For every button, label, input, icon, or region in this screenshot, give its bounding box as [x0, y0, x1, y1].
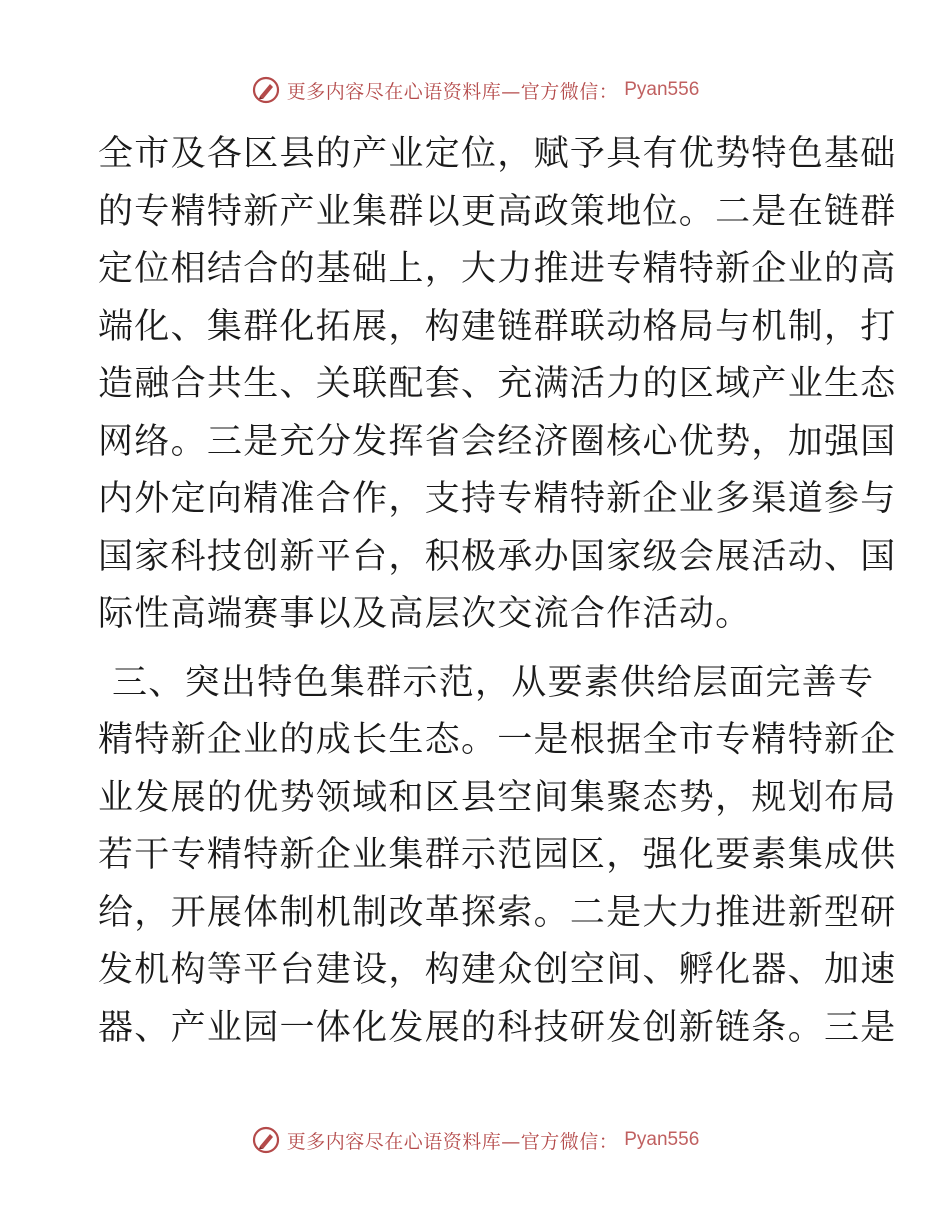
text-line: 国家科技创新平台，积极承办国家级会展活动、国 [98, 536, 897, 577]
document-body [98, 126, 897, 1057]
text-line: 内外定向精准合作，支持专精特新企业多渠道参与 [98, 479, 897, 519]
text-line: 的专精特新产业集群以更高政策地位。二是在链群 [98, 191, 897, 232]
text-line: 业发展的优势领域和区县空间集聚态势，规划布局 [98, 777, 897, 818]
pen-logo-icon [251, 75, 281, 105]
text-line: 网络。三是充分发挥省会经济圈核心优势，加强国 [98, 421, 897, 462]
text-line: 造融合共生、关联配套、充满活力的区域产业生态 [98, 364, 897, 404]
pen-logo-icon [251, 1125, 281, 1155]
text-line: 若干专精特新企业集群示范园区，强化要素集成供 [98, 835, 897, 875]
watermark-wechat-id: Pyan556 [624, 79, 700, 100]
header-watermark [0, 72, 950, 108]
watermark-text: 更多内容尽在心语资料库—官方微信： [286, 1130, 619, 1153]
watermark-wechat-id: Pyan556 [624, 1129, 700, 1150]
text-line: 全市及各区县的产业定位，赋予具有优势特色基础 [98, 134, 897, 174]
text-line: 际性高端赛事以及高层次交流合作活动。 [98, 594, 752, 634]
section-heading-line: 三、突出特色集群示范，从要素供给层面完善专 [112, 662, 875, 703]
text-line: 端化、集群化拓展，构建链群联动格局与机制，打 [98, 306, 897, 347]
paragraph-2 [98, 655, 897, 1058]
text-line: 给，开展体制机制改革探索。二是大力推进新型研 [98, 892, 897, 933]
text-line: 精特新企业的成长生态。一是根据全市专精特新企 [98, 720, 897, 760]
footer-watermark [0, 1122, 950, 1158]
text-line: 发机构等平台建设，构建众创空间、孵化器、加速 [98, 950, 897, 990]
watermark-text: 更多内容尽在心语资料库—官方微信： [286, 80, 619, 103]
text-line: 定位相结合的基础上，大力推进专精特新企业的高 [98, 249, 897, 289]
paragraph-1 [98, 126, 897, 644]
text-line: 器、产业园一体化发展的科技研发创新链条。三是 [98, 1007, 897, 1048]
